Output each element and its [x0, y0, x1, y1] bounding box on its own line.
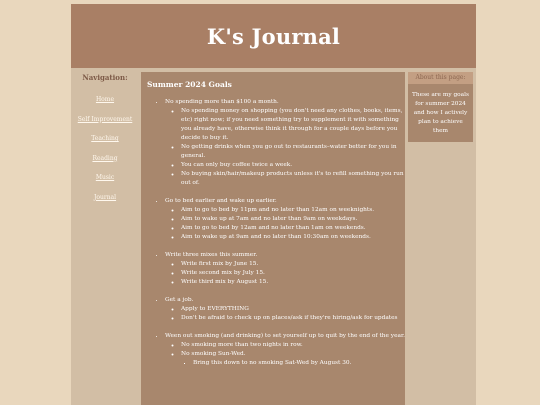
goal-subitem: ◦ No spending money on shopping (you don't need any clothes, books, items, etc) right now; if you need something try to supplement it with something you already have, otherwise think it through for a couple days before you decide to buy it. [181, 107, 405, 143]
main-content [141, 72, 405, 405]
goal-item [165, 296, 405, 323]
nav-link-self-improvement[interactable]: Self Improvement [77, 115, 133, 123]
goal-subitem: ◦ No getting drinks when you go out to restaurants–water better for you in general. [181, 143, 405, 161]
goal-subitem: ◦ Aim to go to bed by 11pm and no later than 12am on weeknights. [181, 206, 405, 215]
about-title: About this page: [408, 72, 473, 84]
goal-subitem-text: No smoking Sun-Wed. [181, 351, 246, 357]
nav-heading: Navigation: [82, 73, 128, 82]
goal-item [165, 332, 405, 368]
site-header [71, 4, 476, 68]
goal-text: Ween out smoking (and drinking) to set yourself up to quit by the end of the year. [165, 333, 405, 339]
goal-subitem: ◦ Aim to go to bed by 12am and no later than 1am on weekends. [181, 224, 405, 233]
goal-item [165, 98, 405, 188]
nav-link-journal[interactable]: Journal [93, 193, 117, 201]
goal-subitem: ◦ Write first mix by June 15. [181, 260, 405, 269]
page-container [71, 4, 476, 405]
about-text: These are my goals for summer 2024 and how I actively plan to achieve them [412, 92, 469, 134]
goal-subitem: ◦ No buying skin/hair/makeup products unless it's to refill something you run out of. [181, 170, 405, 188]
goal-subitem: ◦ Don't be afraid to check up on places/ask if they're hiring/ask for updates [181, 314, 405, 323]
goal-subitem [181, 350, 405, 368]
goal-subitem: ◦ Aim to wake up at 7am and no later than 9am on weekdays. [181, 215, 405, 224]
navigation-sidebar [71, 72, 139, 213]
goal-text: Go to bed earlier and wake up earlier. [165, 198, 277, 204]
goal-subitem: ◦ You can only buy coffee twice a week. [181, 161, 405, 170]
goal-subitem: ◦ Write third mix by August 15. [181, 278, 405, 287]
nav-link-home[interactable]: Home [95, 96, 115, 103]
goal-subsubitem: ▪ Bring this down to no smoking Sat-Wed by August 30. [193, 359, 405, 368]
goal-text: No spending more than $100 a month. [165, 99, 279, 105]
goal-item [165, 251, 405, 287]
goal-subitem: ◦ Apply to EVERYTHING [181, 305, 405, 314]
goal-subitem: ◦ Aim to wake up at 9am and no later than 10:30am on weekends. [181, 233, 405, 242]
nav-link-music[interactable]: Music [95, 174, 115, 181]
about-panel [408, 72, 473, 142]
site-title: K's Journal [206, 23, 341, 49]
goal-item [165, 197, 405, 242]
goal-subitem: ◦ Write second mix by July 15. [181, 269, 405, 278]
nav-link-teaching[interactable]: Teaching [91, 135, 119, 142]
nav-link-reading[interactable]: Reading [92, 154, 118, 162]
goals-list [141, 98, 405, 368]
goal-subitem: ◦ No smoking more than two nights in row. [181, 341, 405, 350]
goal-text: Get a job. [165, 297, 194, 303]
goal-text: Write three mixes this summer. [165, 252, 258, 258]
page-title: Summer 2024 Goals [147, 80, 232, 89]
